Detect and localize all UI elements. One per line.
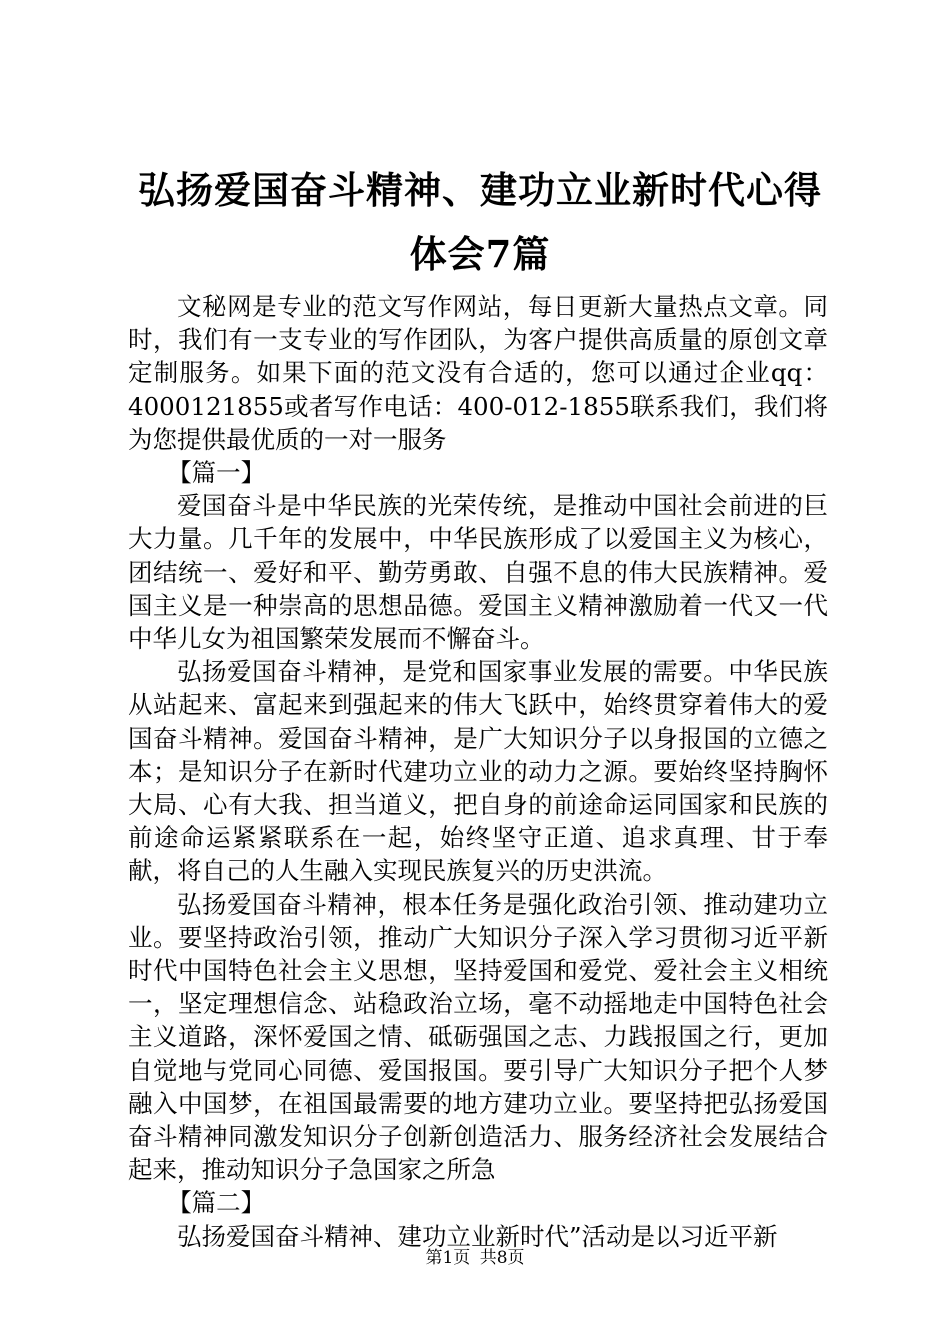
body-paragraph: 弘扬爱国奋斗精神、建功立业新时代”活动是以习近平新 xyxy=(177,1221,778,1251)
body-paragraph: 弘扬爱国奋斗精神，是党和国家事业发展的需要。中华民族从站起来、富起来到强起来的伟大飞跃中，始终贯穿着伟大的爱国奋斗精神。爱国奋斗精神，是广大知识分子以身报国的立德之本；是知识分子在新时代建功立业的动力之源。要始终坚持胸怀大局、心有大我、担当道义，把自身的前途命运同国家和民族的前途命运紧紧联系在一起，始终坚守正道、追求真理、甘于奉献，将自己的人生融入实现民族复兴的历史洪流。 xyxy=(128,657,828,886)
section-heading-1: 【篇一】 xyxy=(167,458,266,488)
intro-paragraph: 文秘网是专业的范文写作网站，每日更新大量热点文章。同时，我们有一支专业的写作团队，为客户提供高质量的原创文章定制服务。如果下面的范文没有合适的，您可以通过企业qq：4000121855或者写作电话：400-012-1855联系我们，我们将为您提供最优质的一对一服务 xyxy=(128,292,828,454)
document-body xyxy=(128,290,828,1253)
section-heading-2: 【篇二】 xyxy=(167,1188,266,1218)
document-title: 弘扬爱国奋斗精神、建功立业新时代心得体会7篇 xyxy=(138,168,822,276)
body-paragraph: 弘扬爱国奋斗精神，根本任务是强化政治引领、推动建功立业。要坚持政治引领，推动广大知识分子深入学习贯彻习近平新时代中国特色社会主义思想，坚持爱国和爱党、爱社会主义相统一，坚定理想信念、站稳政治立场，毫不动摇地走中国特色社会主义道路，深怀爱国之情、砥砺强国之志、力践报国之行，更加自觉地与党同心同德、爱国报国。要引导广大知识分子把个人梦融入中国梦，在祖国最需要的地方建功立业。要坚持把弘扬爱国奋斗精神同激发知识分子创新创造活力、服务经济社会发展结合起来，推动知识分子急国家之所急 xyxy=(128,889,828,1185)
page-number-footer: 第1页 共8页 xyxy=(425,1248,525,1268)
body-paragraph: 爱国奋斗是中华民族的光荣传统，是推动中国社会前进的巨大力量。几千年的发展中，中华民族形成了以爱国主义为核心，团结统一、爱好和平、勤劳勇敢、自强不息的伟大民族精神。爱国主义是一种崇高的思想品德。爱国主义精神激励着一代又一代中华儿女为祖国繁荣发展而不懈奋斗。 xyxy=(128,491,828,654)
